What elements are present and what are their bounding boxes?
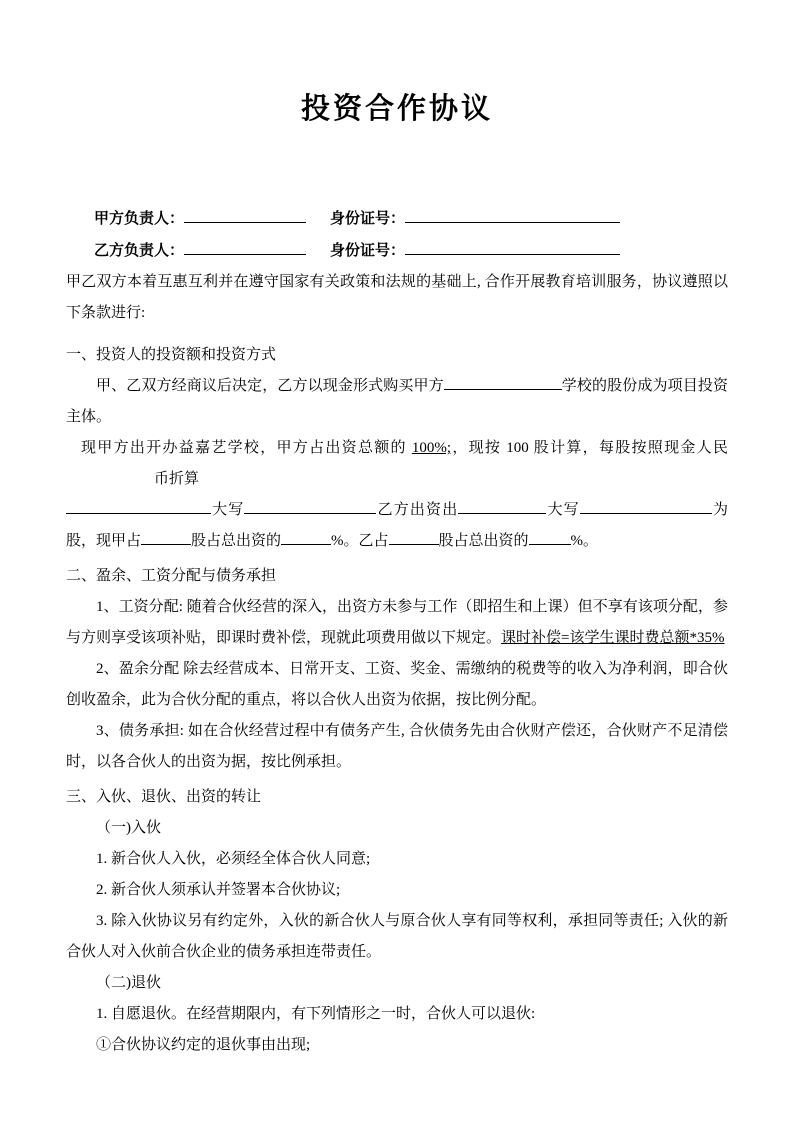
fill-line-capital xyxy=(66,495,728,526)
clause-purchase xyxy=(66,371,728,433)
blank-field xyxy=(184,207,306,223)
fill-line-percentage xyxy=(66,526,728,557)
section-heading-2 xyxy=(66,561,728,592)
text-run: 一、投资人的投资额和投资方式 xyxy=(66,347,277,363)
party-line-jiafang xyxy=(94,203,728,235)
sub-heading-join xyxy=(66,813,728,844)
text-run: 股占总出资的 xyxy=(191,533,282,549)
clause-debt xyxy=(66,716,728,778)
clause-surplus xyxy=(66,654,728,716)
text-run: 2、盈余分配 除去经营成本、日常开支、工资、奖金、需缴纳的税费等的收入为净利润，即合伙创收盈余，此为合伙分配的重点，将以合伙人出资为依据，按比例分配。 xyxy=(66,661,728,708)
blank-field xyxy=(444,374,562,390)
clause-shares xyxy=(66,433,728,464)
text-run: 现甲方出开办益嘉艺学校，甲方占出资总额的 xyxy=(81,440,412,456)
list-item-join-2 xyxy=(66,875,728,906)
text-run: 甲方负责人： xyxy=(94,211,185,227)
section-heading-3 xyxy=(66,782,728,813)
clause-shares-continuation xyxy=(66,464,728,495)
text-run: （二)退伙 xyxy=(96,975,161,991)
text-run: 100%; xyxy=(411,440,452,456)
blank-field xyxy=(184,239,306,255)
text-run: 甲乙双方本着互惠互利并在遵守国家有关政策和法规的基础上, 合作开展教育培训服务，协议遵照以下条款进行: xyxy=(66,274,728,321)
text-run: 身份证号： xyxy=(330,211,406,227)
blank-field xyxy=(244,498,376,514)
text-run: 1. 自愿退伙。在经营期限内，有下列情形之一时，合伙人可以退伙: xyxy=(96,1006,536,1022)
blank-field xyxy=(458,498,546,514)
text-run: 身份证号： xyxy=(330,243,406,259)
preamble xyxy=(66,267,728,329)
text-run: 大写 xyxy=(546,502,580,518)
text-run: ，现按 100 股计算，每股按照现金人民 xyxy=(451,440,728,456)
blank-field xyxy=(389,529,439,545)
blank-field xyxy=(281,529,331,545)
text-run: 3、债务承担: 如在合伙经营过程中有债务产生, 合伙债务先由合伙财产偿还，合伙财产不足清偿时，以各合伙人的出资为据，按比例承担。 xyxy=(66,723,728,770)
list-item-withdraw-2 xyxy=(66,1030,728,1061)
text-run: %。乙占 xyxy=(331,533,389,549)
blank-field xyxy=(405,239,620,255)
text-run: 甲、乙双方经商议后决定，乙方以现金形式购买甲方 xyxy=(96,378,444,394)
text-run: ①合伙协议约定的退伙事由出现; xyxy=(96,1037,311,1053)
list-item-join-3 xyxy=(66,906,728,968)
text-run: 3. 除入伙协议另有约定外，入伙的新合伙人与原合伙人享有同等权利，承担同等责任; 入伙的新合伙人对入伙前合伙企业的债务承担连带责任。 xyxy=(66,913,728,960)
list-item-join-1 xyxy=(66,844,728,875)
clause-salary xyxy=(66,592,728,654)
text-run: 乙方出资出 xyxy=(376,502,459,518)
blank-field xyxy=(66,498,211,514)
text-run: 币折算 xyxy=(154,471,200,487)
text-run: 三、入伙、退伙、出资的转让 xyxy=(66,789,262,805)
section-heading-1 xyxy=(66,340,728,371)
text-run: 学校的股份成为项目投资主体。 xyxy=(66,378,728,425)
text-run: 为 xyxy=(711,502,728,518)
text-run: 1、工资分配: 随着合伙经营的深入，出资方未参与工作（即招生和上课）但不享有该项分配，参与方则享受该项补贴，即课时费补偿，现就此项费用做以下规定。 xyxy=(66,599,728,646)
text-run: 大写 xyxy=(211,502,245,518)
blank-field xyxy=(405,207,620,223)
text-run: 课时补偿=该学生课时费总额*35% xyxy=(501,630,725,646)
text-run: （一)入伙 xyxy=(96,820,161,836)
document-title: 投资合作协议 xyxy=(300,93,493,125)
text-run: 2. 新合伙人须承认并签署本合伙协议; xyxy=(96,882,341,898)
document-body xyxy=(66,203,728,1061)
party-line-yifang xyxy=(94,235,728,267)
blank-field xyxy=(529,529,571,545)
list-item-withdraw-1 xyxy=(66,999,728,1030)
text-run: 股占总出资的 xyxy=(438,533,529,549)
sub-heading-withdraw xyxy=(66,968,728,999)
blank-field xyxy=(580,498,712,514)
text-run: 1. 新合伙人入伙，必须经全体合伙人同意; xyxy=(96,851,371,867)
text-run: %。 xyxy=(570,533,599,549)
text-run: 股，现甲占 xyxy=(66,533,142,549)
text-run: 二、盈余、工资分配与债务承担 xyxy=(66,568,277,584)
text-run: 乙方负责人： xyxy=(94,243,185,259)
blank-field xyxy=(141,529,191,545)
spacer xyxy=(306,222,330,223)
spacer xyxy=(306,254,330,255)
